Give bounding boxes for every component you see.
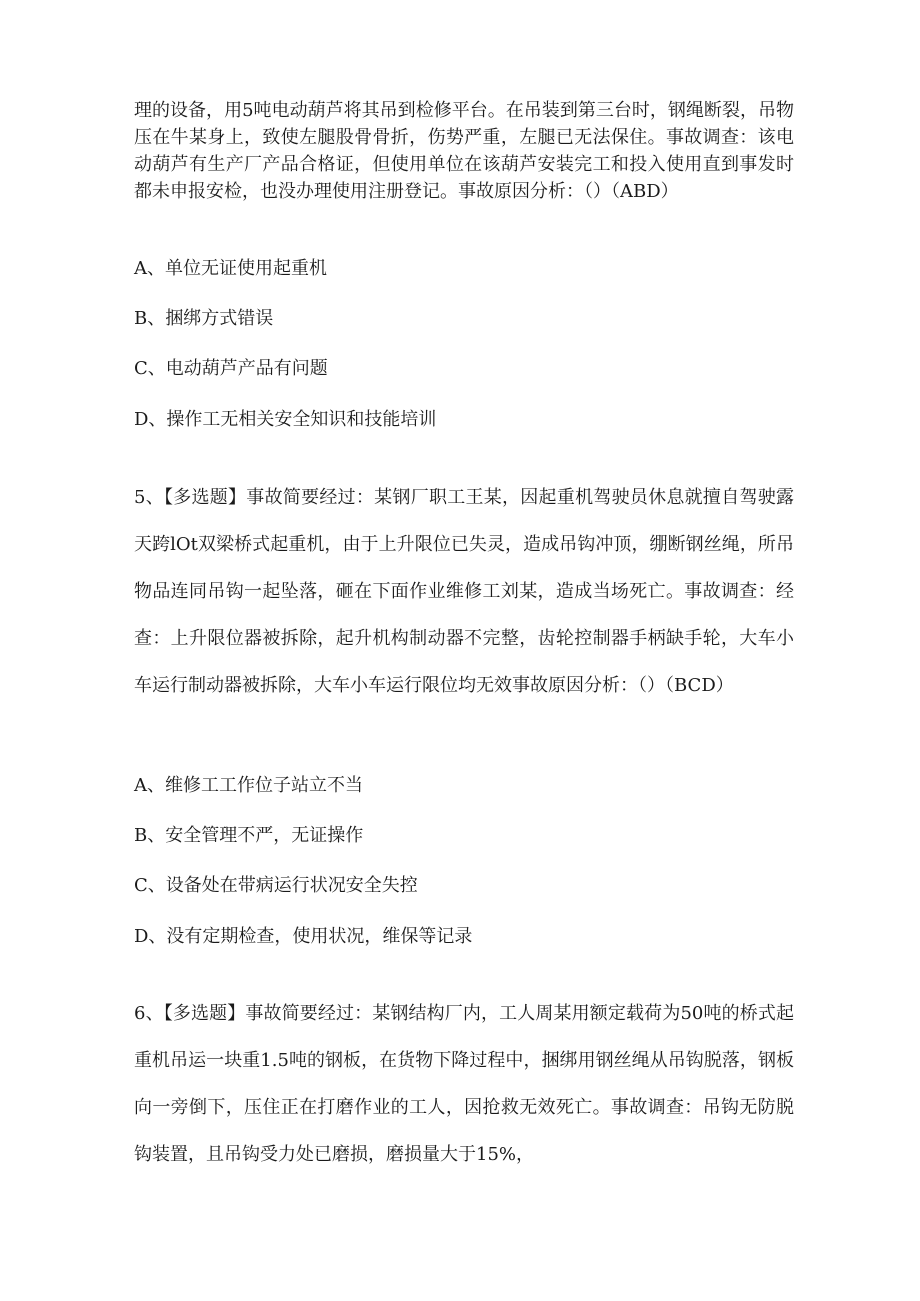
- question-5-option-d: D、没有定期检查，使用状况，维保等记录: [134, 926, 473, 947]
- question-4-option-c: C、电动葫芦产品有问题: [134, 358, 328, 379]
- question-4-option-a: A、单位无证使用起重机: [134, 258, 327, 279]
- question-4-option-d: D、操作工无相关安全知识和技能培训: [134, 409, 437, 430]
- question-4-option-b: B、捆绑方式错误: [134, 308, 274, 329]
- question-4-stem: 理的设备，用5吨电动葫芦将其吊到检修平台。在吊装到第三台时，钢绳断裂，吊物压在牛某身上，致使左腿股骨骨折，伤势严重，左腿已无法保住。事故调查：该电动葫芦有生产厂产品合格证，但使用单位在该葫芦安装完工和投入使用直到事发时都未申报安检，也没办理使用注册登记。事故原因分析：（）（ABD）: [134, 100, 794, 202]
- question-5-option-c: C、设备处在带病运行状况安全失控: [134, 875, 418, 896]
- question-5-option-b: B、安全管理不严，无证操作: [134, 825, 364, 846]
- question-5-option-a: A、维修工工作位子站立不当: [134, 775, 363, 796]
- question-6-stem: 6、【多选题】事故简要经过：某钢结构厂内，工人周某用额定载荷为50吨的桥式起重机吊运一块重1.5吨的钢板，在货物下降过程中，捆绑用钢丝绳从吊钩脱落，钢板向一旁倒下，压住正在打磨作业的工人，因抢救无效死亡。事故调查：吊钩无防脱钩装置，且吊钩受力处已磨损，磨损量大于15%，: [134, 1003, 794, 1165]
- question-5-stem: 5、【多选题】事故简要经过：某钢厂职工王某，因起重机驾驶员休息就擅自驾驶露天跨lOt双梁桥式起重机，由于上升限位已失灵，造成吊钩冲顶，绷断钢丝绳，所吊物品连同吊钩一起坠落，砸在下面作业维修工刘某，造成当场死亡。事故调查：经查：上升限位器被拆除，起升机构制动器不完整，齿轮控制器手柄缺手轮，大车小车运行制动器被拆除，大车小车运行限位均无效事故原因分析：（）（BCD）: [134, 487, 794, 696]
